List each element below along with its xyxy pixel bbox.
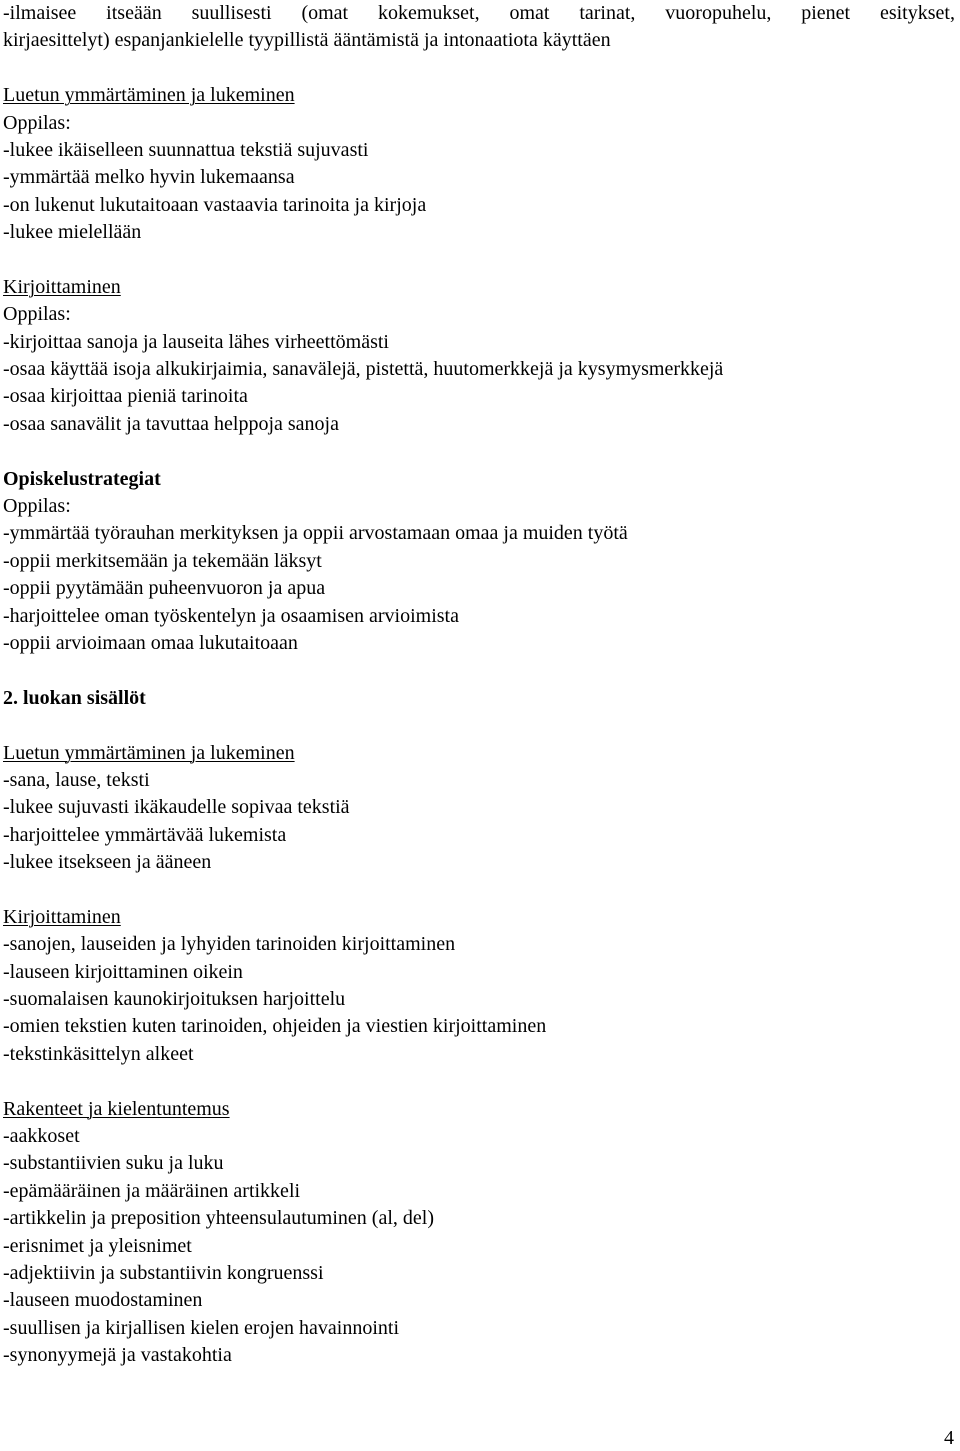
list-item: -ymmärtää melko hyvin lukemaansa — [3, 166, 295, 189]
page-number: 4 — [944, 1427, 954, 1449]
list-item: -lukee mielellään — [3, 221, 142, 244]
intro-word: (omat — [301, 2, 349, 24]
list-item: -osaa kirjoittaa pieniä tarinoita — [3, 385, 248, 408]
intro-word: -ilmaisee — [3, 2, 77, 24]
list-item: -oppii pyytämään puheenvuoron ja apua — [3, 577, 326, 600]
section-opiskelustrategiat — [3, 466, 955, 658]
section-heading: Luetun ymmärtäminen ja lukeminen — [3, 84, 295, 107]
intro-line-1 — [3, 0, 955, 27]
list-item: -ymmärtää työrauhan merkityksen ja oppii arvostamaan omaa ja muiden työtä — [3, 522, 628, 545]
intro-line-2: kirjaesittelyt) espanjankielelle tyypillistä ääntämistä ja intonaatiota käyttäen — [3, 29, 611, 52]
list-item: -sana, lause, teksti — [3, 768, 150, 791]
list-item: -omien tekstien kuten tarinoiden, ohjeiden ja viestien kirjoittaminen — [3, 1015, 547, 1038]
document-content — [3, 0, 955, 1370]
list-item: -lukee ikäiselleen suunnattua tekstiä sujuvasti — [3, 138, 369, 161]
list-item: -artikkelin ja preposition yhteensulautuminen (al, del) — [3, 1207, 434, 1230]
intro-word: suullisesti — [191, 2, 272, 24]
intro-word: tarinat, — [579, 2, 636, 24]
intro-word: itseään — [106, 2, 162, 24]
list-item: -sanojen, lauseiden ja lyhyiden tarinoiden kirjoittaminen — [3, 933, 456, 956]
list-item: -erisnimet ja yleisnimet — [3, 1234, 192, 1257]
list-item: -osaa käyttää isoja alkukirjaimia, sanavälejä, pistettä, huutomerkkejä ja kysymysmerkkejä — [3, 358, 724, 381]
section-kirjoittaminen-2 — [3, 904, 955, 1068]
section-grade-2-contents — [3, 685, 955, 712]
list-item: Oppilas: — [3, 303, 71, 326]
list-item: -harjoittelee ymmärtävää lukemista — [3, 823, 287, 846]
section-kirjoittaminen-1 — [3, 274, 955, 438]
list-item: -lukee sujuvasti ikäkaudelle sopivaa tekstiä — [3, 796, 350, 819]
list-item: -lauseen kirjoittaminen oikein — [3, 960, 243, 983]
list-item: -kirjoittaa sanoja ja lauseita lähes virheettömästi — [3, 330, 389, 353]
section-heading: Luetun ymmärtäminen ja lukeminen — [3, 741, 295, 764]
section-gap — [3, 877, 955, 904]
section-gap — [3, 712, 955, 739]
section-heading: Kirjoittaminen — [3, 275, 121, 298]
list-item: -lukee itsekseen ja ääneen — [3, 851, 212, 874]
list-item: -adjektiivin ja substantiivin kongruenssi — [3, 1261, 324, 1284]
list-item: -osaa sanavälit ja tavuttaa helppoja sanoja — [3, 412, 339, 435]
list-item: -aakkoset — [3, 1125, 80, 1148]
list-item: Oppilas: — [3, 495, 71, 518]
section-heading: Kirjoittaminen — [3, 905, 121, 928]
intro-word: esitykset, — [879, 2, 955, 24]
list-item: -suullisen ja kirjallisen kielen erojen havainnointi — [3, 1316, 400, 1339]
list-item: -on lukenut lukutaitoaan vastaavia tarinoita ja kirjoja — [3, 193, 427, 216]
intro-word: vuoropuhelu, — [665, 2, 772, 24]
list-item: -oppii arvioimaan omaa lukutaitoaan — [3, 631, 298, 654]
list-item: -lauseen muodostaminen — [3, 1289, 203, 1312]
section-gap — [3, 1068, 955, 1095]
section-gap — [3, 657, 955, 684]
list-item: -suomalaisen kaunokirjoituksen harjoittelu — [3, 988, 346, 1011]
list-item: -synonyymejä ja vastakohtia — [3, 1344, 232, 1367]
section-gap — [3, 55, 955, 82]
section-gap — [3, 247, 955, 274]
section-gap — [3, 438, 955, 465]
section-heading: Rakenteet ja kielentuntemus — [3, 1097, 230, 1120]
section-rakenteet — [3, 1096, 955, 1370]
list-item: Oppilas: — [3, 111, 71, 134]
list-item: -substantiivien suku ja luku — [3, 1152, 224, 1175]
list-item: -tekstinkäsittelyn alkeet — [3, 1042, 194, 1065]
list-item: -harjoittelee oman työskentelyn ja osaamisen arvioimista — [3, 604, 459, 627]
list-item: -oppii merkitsemään ja tekemään läksyt — [3, 549, 322, 572]
intro-word: pienet — [801, 2, 851, 24]
list-item: -epämääräinen ja määräinen artikkeli — [3, 1179, 301, 1202]
section-heading: Opiskelustrategiat — [3, 467, 161, 490]
intro-word: kokemukset, — [377, 2, 480, 24]
section-heading: 2. luokan sisällöt — [3, 686, 146, 709]
section-luetun-ymmartaminen-2 — [3, 740, 955, 877]
intro-word: omat — [509, 2, 550, 24]
section-luetun-ymmartaminen-1 — [3, 82, 955, 246]
